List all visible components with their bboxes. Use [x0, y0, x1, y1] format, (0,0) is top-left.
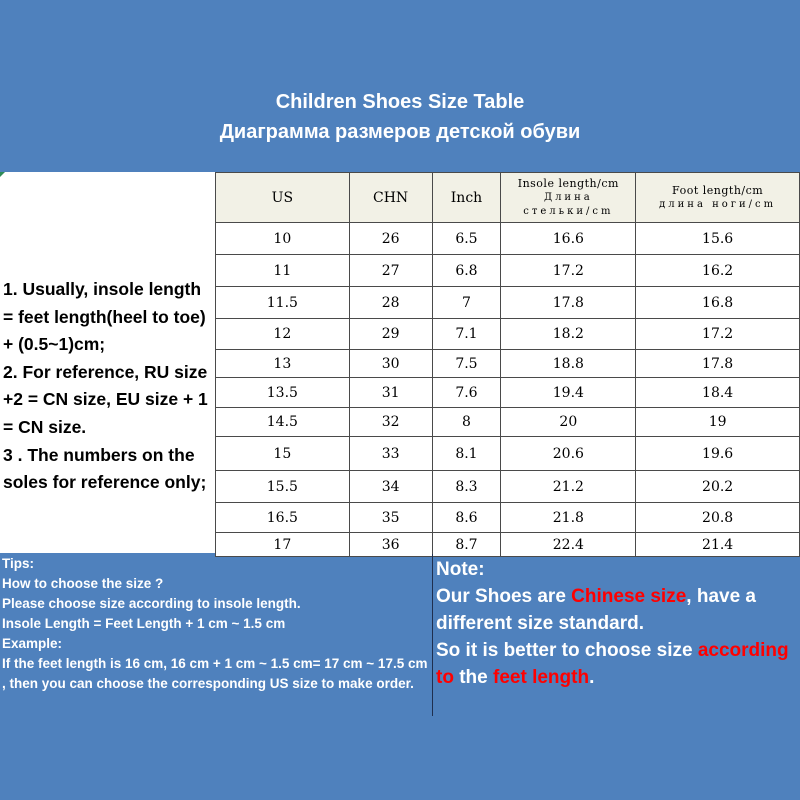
title-russian: Диаграмма размеров детской обуви: [219, 121, 581, 143]
corner-marker: [0, 172, 5, 177]
cell-chn: 28: [349, 287, 432, 319]
cell-insole: 22.4: [501, 533, 636, 557]
table-row: [216, 408, 800, 437]
note-1: 1. Usually, insole length = feet length(heel to toe) + (0.5~1)cm;: [3, 279, 206, 355]
cell-inch: 7.6: [432, 378, 501, 408]
cell-inch: 8: [432, 408, 501, 437]
cell-inch: 7: [432, 287, 501, 319]
table-row: [216, 223, 800, 255]
cell-chn: 35: [349, 503, 432, 533]
cell-foot: 16.2: [636, 255, 800, 287]
tips-section: [2, 554, 432, 694]
cell-insole: 18.8: [501, 350, 636, 378]
table-header-row: [216, 173, 800, 223]
cell-insole: 20: [501, 408, 636, 437]
header-banner: [0, 0, 800, 170]
cell-us: 12: [216, 319, 350, 350]
cell-insole: 20.6: [501, 437, 636, 471]
cell-chn: 26: [349, 223, 432, 255]
cell-us: 15: [216, 437, 350, 471]
cell-foot: 20.8: [636, 503, 800, 533]
header-foot-ru: длина ноги/cm: [659, 199, 777, 210]
cell-foot: 18.4: [636, 378, 800, 408]
title-english: Children Shoes Size Table: [275, 91, 525, 113]
notes-panel: [0, 172, 215, 553]
cell-foot: 17.8: [636, 350, 800, 378]
cell-insole: 19.4: [501, 378, 636, 408]
note-highlight: Chinese size: [571, 586, 687, 607]
cell-insole: 17.2: [501, 255, 636, 287]
table-row: [216, 378, 800, 408]
header-insole-en: Insole length/cm: [517, 177, 619, 190]
note-section: [436, 556, 800, 691]
cell-us: 11: [216, 255, 350, 287]
note-text: .: [589, 667, 595, 688]
table-row: [216, 350, 800, 378]
cell-inch: 6.5: [432, 223, 501, 255]
note-paragraph-1: [436, 583, 800, 637]
cell-foot: 20.2: [636, 471, 800, 503]
header-inch: Inch: [432, 173, 501, 223]
cell-foot: 15.6: [636, 223, 800, 255]
cell-insole: 18.2: [501, 319, 636, 350]
cell-insole: 21.2: [501, 471, 636, 503]
tips-line: How to choose the size ?: [2, 576, 164, 591]
cell-inch: 6.8: [432, 255, 501, 287]
cell-us: 10: [216, 223, 350, 255]
cell-us: 13.5: [216, 378, 350, 408]
cell-chn: 31: [349, 378, 432, 408]
table-body: [216, 223, 800, 557]
cell-us: 13: [216, 350, 350, 378]
note-title: Note:: [436, 559, 485, 580]
header-insole: [501, 173, 636, 223]
cell-foot: 19.6: [636, 437, 800, 471]
cell-us: 15.5: [216, 471, 350, 503]
note-highlight: according to: [436, 640, 789, 688]
table-row: [216, 503, 800, 533]
cell-chn: 32: [349, 408, 432, 437]
note-text: So it is better to choose size: [436, 640, 698, 661]
header-us: US: [216, 173, 350, 223]
table-row: [216, 255, 800, 287]
note-highlight: feet length: [493, 667, 590, 688]
cell-chn: 29: [349, 319, 432, 350]
table-row: [216, 319, 800, 350]
note-text: the: [453, 667, 493, 688]
cell-insole: 21.8: [501, 503, 636, 533]
size-table: [215, 172, 800, 557]
cell-inch: 8.1: [432, 437, 501, 471]
notes-text: [3, 276, 213, 497]
cell-us: 11.5: [216, 287, 350, 319]
tips-line: If the feet length is 16 cm, 16 cm + 1 cm ~ 1.5 cm= 17 cm ~ 17.5 cm , then you can choose the corresponding US size to make order.: [2, 656, 428, 691]
note-2: 2. For reference, RU size +2 = CN size, EU size + 1 = CN size.: [3, 361, 208, 437]
table-row: [216, 437, 800, 471]
tips-title: Tips:: [2, 556, 35, 571]
cell-chn: 36: [349, 533, 432, 557]
tips-line: Please choose size according to insole length.: [2, 596, 301, 611]
header-chn: CHN: [349, 173, 432, 223]
note-paragraph-2: [436, 637, 800, 691]
cell-inch: 8.7: [432, 533, 501, 557]
note-3: 3 . The numbers on the soles for reference only;: [3, 444, 207, 493]
table-row: [216, 471, 800, 503]
header-foot: [636, 173, 800, 223]
cell-us: 14.5: [216, 408, 350, 437]
cell-inch: 7.5: [432, 350, 501, 378]
note-text: Our Shoes are: [436, 586, 572, 607]
cell-chn: 27: [349, 255, 432, 287]
cell-inch: 8.6: [432, 503, 501, 533]
table-row: [216, 287, 800, 319]
cell-foot: 16.8: [636, 287, 800, 319]
cell-us: 16.5: [216, 503, 350, 533]
header-insole-ru: Длина стельки/cm: [523, 192, 614, 217]
cell-inch: 8.3: [432, 471, 501, 503]
tips-line: Example:: [2, 636, 63, 651]
tips-line: Insole Length = Feet Length + 1 cm ~ 1.5 cm: [2, 616, 286, 631]
cell-insole: 16.6: [501, 223, 636, 255]
cell-foot: 17.2: [636, 319, 800, 350]
header-foot-en: Foot length/cm: [672, 184, 764, 197]
table-row: [216, 533, 800, 557]
cell-insole: 17.8: [501, 287, 636, 319]
cell-foot: 21.4: [636, 533, 800, 557]
section-divider: [432, 554, 433, 716]
cell-chn: 30: [349, 350, 432, 378]
cell-foot: 19: [636, 408, 800, 437]
cell-us: 17: [216, 533, 350, 557]
cell-chn: 34: [349, 471, 432, 503]
cell-chn: 33: [349, 437, 432, 471]
cell-inch: 7.1: [432, 319, 501, 350]
note-text: , have a different size standard.: [436, 586, 756, 634]
